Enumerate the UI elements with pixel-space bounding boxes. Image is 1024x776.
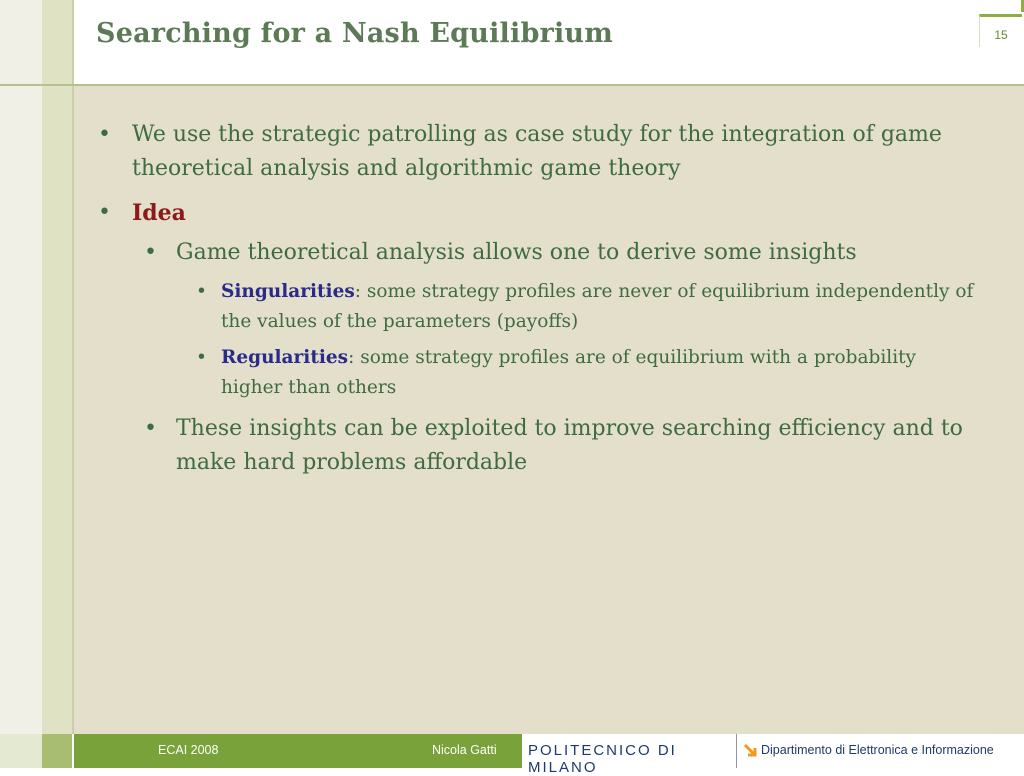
bullet-dot: • bbox=[144, 240, 157, 265]
footer-stripe-light bbox=[0, 734, 42, 768]
slide-title: Searching for a Nash Equilibrium bbox=[96, 18, 614, 49]
left-stripe-green bbox=[42, 0, 72, 768]
author-label: Nicola Gatti bbox=[432, 743, 497, 757]
bullet-dot: • bbox=[196, 347, 207, 368]
bullet-dot: • bbox=[144, 416, 157, 441]
slide-header bbox=[74, 0, 1024, 84]
keyword-idea: Idea bbox=[132, 200, 186, 226]
bullet-text: These insights can be exploited to improve searching efficiency and to make hard problems affordable bbox=[176, 416, 963, 475]
bullet-dot: • bbox=[196, 281, 207, 302]
keyword-singularities: Singularities bbox=[221, 281, 355, 302]
footer-stripe-green bbox=[42, 734, 72, 768]
department-name: Dipartimento di Elettronica e Informazione bbox=[761, 743, 994, 757]
university-logo bbox=[522, 734, 737, 776]
bullet-text: : some strategy profiles are of equilibrium with a probability higher than others bbox=[221, 347, 917, 398]
department-logo bbox=[737, 734, 1024, 768]
sub-bullet-item bbox=[144, 412, 994, 480]
page-number-tab bbox=[979, 14, 1022, 47]
sub-sub-bullet-item bbox=[196, 343, 976, 403]
university-name: POLITECNICO DI MILANO bbox=[528, 742, 677, 776]
conference-label: ECAI 2008 bbox=[158, 743, 219, 757]
slide-footer bbox=[0, 734, 1024, 776]
slide-content bbox=[74, 86, 1024, 734]
sub-sub-bullet-item bbox=[196, 277, 976, 337]
bullet-item bbox=[98, 118, 978, 186]
left-stripe-light bbox=[0, 0, 42, 768]
bullet-text: : some strategy profiles are never of equilibrium independently of the values of the parameters (payoffs) bbox=[221, 281, 974, 332]
bullet-item bbox=[98, 196, 978, 231]
bullet-dot: • bbox=[98, 122, 111, 147]
bullet-text: Game theoretical analysis allows one to derive some insights bbox=[176, 240, 857, 265]
arrow-icon bbox=[743, 743, 757, 757]
bullet-dot: • bbox=[98, 200, 111, 225]
sub-bullet-item bbox=[144, 236, 994, 270]
bullet-text: We use the strategic patrolling as case study for the integration of game theoretical analysis and algorithmic game theory bbox=[132, 122, 942, 181]
page-number: 15 bbox=[994, 28, 1008, 42]
keyword-regularities: Regularities bbox=[221, 347, 349, 368]
